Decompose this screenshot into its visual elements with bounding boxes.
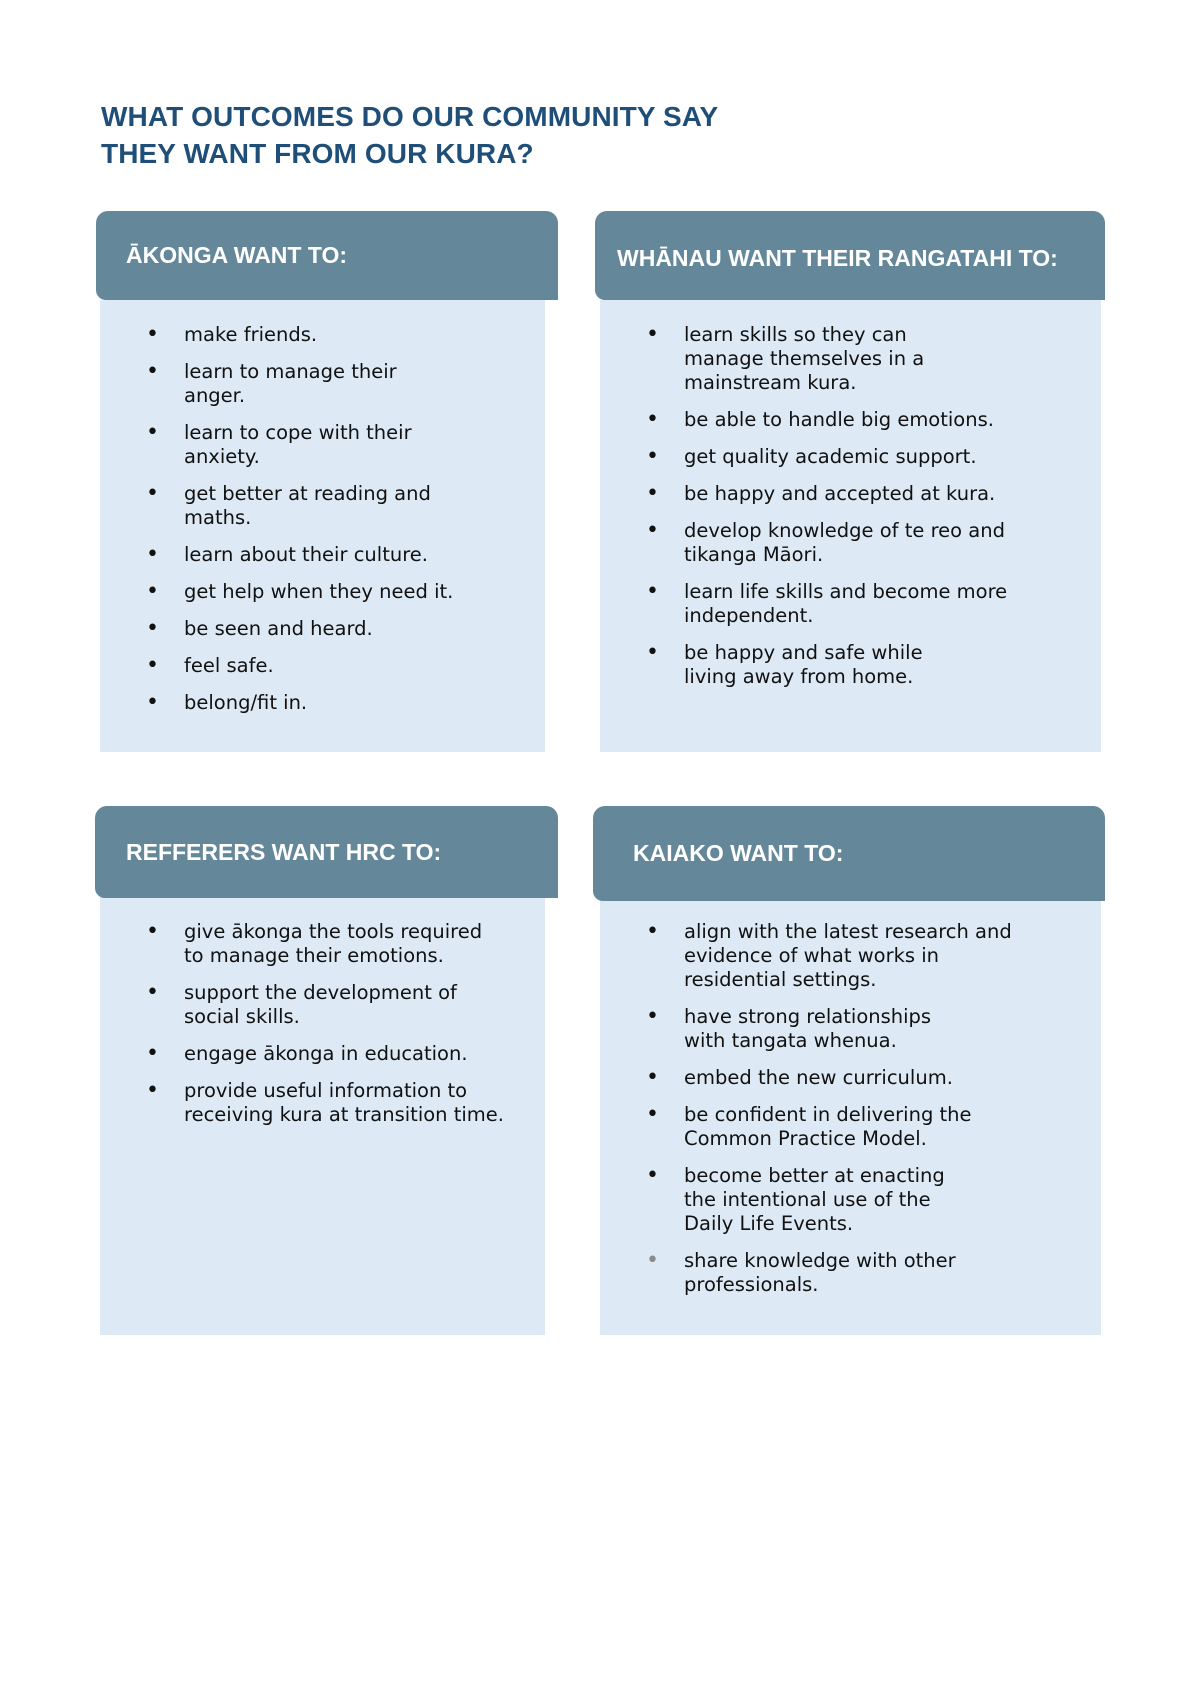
list-item: • get help when they need it. [100, 580, 520, 604]
page-title-line-1: WHAT OUTCOMES DO OUR COMMUNITY SAY [101, 101, 719, 132]
list-item: • learn about their culture. [100, 543, 520, 567]
page-title [101, 98, 718, 172]
list-item: • make friends. [100, 323, 520, 347]
list-item: • engage ākonga in education. [100, 1042, 540, 1066]
page-title-line-2: THEY WANT FROM OUR KURA? [101, 138, 534, 169]
list-item: • provide useful information to receiving kura at transition time. [100, 1079, 504, 1127]
refferers-list [100, 920, 540, 1140]
list-item: • learn to manage their anger. [100, 360, 414, 408]
list-item: • learn to cope with their anxiety. [100, 421, 414, 469]
list-item: • be confident in delivering the Common Practice Model. [600, 1103, 974, 1151]
list-item: • develop knowledge of te reo and tikanga Māori. [600, 519, 1009, 567]
list-item: • become better at enacting the intentional use of the Daily Life Events. [600, 1164, 974, 1236]
list-item: • share knowledge with other professionals. [600, 1249, 964, 1297]
list-item: • be happy and safe while living away from home. [600, 641, 974, 689]
list-item: • be happy and accepted at kura. [600, 482, 1040, 506]
list-item: • get better at reading and maths. [100, 482, 434, 530]
whanau-list [600, 323, 1040, 702]
list-item: • align with the latest research and evidence of what works in residential settings. [600, 920, 1014, 992]
list-item: • feel safe. [100, 654, 520, 678]
list-item: • give ākonga the tools required to manage their emotions. [100, 920, 484, 968]
akonga-list [100, 323, 520, 728]
list-item: • learn life skills and become more independent. [600, 580, 1014, 628]
refferers-card-heading: REFFERERS WANT HRC TO: [95, 806, 558, 898]
list-item: • be seen and heard. [100, 617, 520, 641]
list-item: • have strong relationships with tangata whenua. [600, 1005, 974, 1053]
kaiako-card-heading: KAIAKO WANT TO: [593, 806, 1105, 901]
list-item: • embed the new curriculum. [600, 1066, 1040, 1090]
whanau-card-heading: WHĀNAU WANT THEIR RANGATAHI TO: [595, 211, 1105, 300]
list-item: • be able to handle big emotions. [600, 408, 1040, 432]
list-item: • support the development of social skills. [100, 981, 464, 1029]
list-item: • belong/fit in. [100, 691, 520, 715]
akonga-card-heading: ĀKONGA WANT TO: [96, 211, 558, 300]
list-item: • get quality academic support. [600, 445, 1040, 469]
kaiako-list [600, 920, 1040, 1310]
list-item: • learn skills so they can manage themselves in a mainstream kura. [600, 323, 964, 395]
